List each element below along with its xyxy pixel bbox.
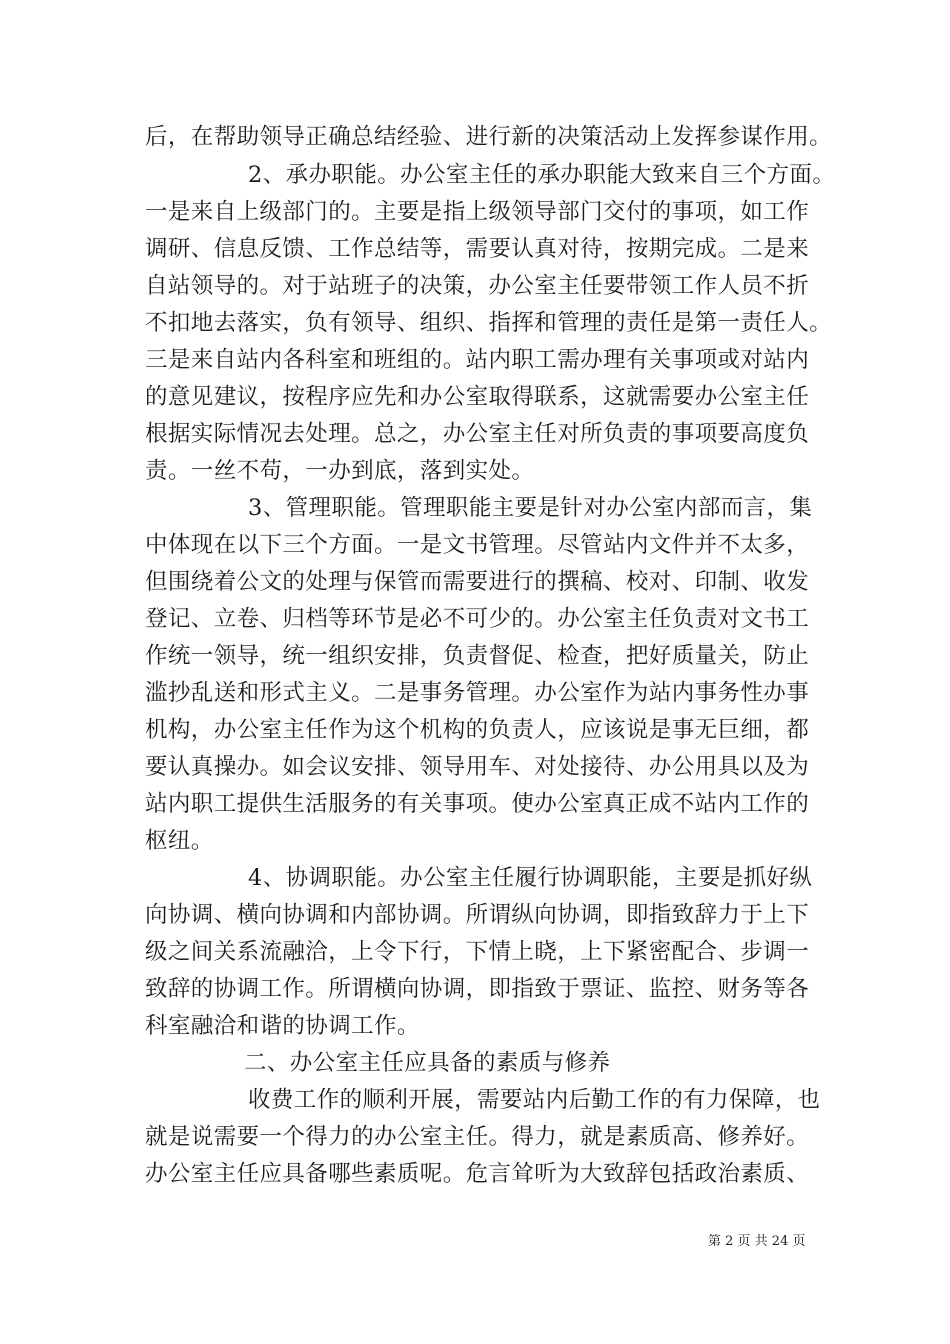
text-line: 4、协调职能。办公室主任履行协调职能，主要是抓好纵	[248, 865, 813, 891]
text-line: 但围绕着公文的处理与保管而需要进行的撰稿、校对、印制、收发	[145, 569, 810, 595]
text-line: 收费工作的顺利开展，需要站内后勤工作的有力保障，也	[248, 1087, 821, 1113]
text-line: 2、承办职能。办公室主任的承办职能大致来自三个方面。	[248, 162, 836, 188]
text-line: 作统一领导，统一组织安排，负责督促、检查，把好质量关，防止	[145, 643, 810, 669]
text-line: 自站领导的。对于站班子的决策，办公室主任要带领工作人员不折	[145, 273, 810, 299]
text-line: 后，在帮助领导正确总结经验、进行新的决策活动上发挥参谋作用。	[145, 124, 833, 150]
text-line: 站内职工提供生活服务的有关事项。使办公室真正成不站内工作的	[145, 791, 810, 817]
text-line: 机构，办公室主任作为这个机构的负责人，应该说是事无巨细，都	[145, 717, 810, 743]
text-line: 调研、信息反馈、工作总结等，需要认真对待，按期完成。二是来	[145, 236, 810, 262]
text-line: 向协调、横向协调和内部协调。所谓纵向协调，即指致辞力于上下	[145, 902, 810, 928]
page-footer: 第 2 页 共 24 页	[708, 1234, 806, 1249]
text-line: 就是说需要一个得力的办公室主任。得力，就是素质高、修养好。	[145, 1124, 810, 1150]
text-line: 责。一丝不苟，一办到底，落到实处。	[145, 458, 535, 484]
text-line: 级之间关系流融洽，上令下行，下情上晓，上下紧密配合、步调一	[145, 939, 810, 965]
text-line: 的意见建议，按程序应先和办公室取得联系，这就需要办公室主任	[145, 384, 810, 410]
text-line: 登记、立卷、归档等环节是必不可少的。办公室主任负责对文书工	[145, 606, 810, 632]
text-line: 3、管理职能。管理职能主要是针对办公室内部而言，集	[248, 495, 813, 521]
text-line: 要认真操办。如会议安排、领导用车、对处接待、办公用具以及为	[145, 754, 810, 780]
text-line: 办公室主任应具备哪些素质呢。危言耸听为大致辞包括政治素质、	[145, 1161, 810, 1187]
text-line: 不扣地去落实，负有领导、组织、指挥和管理的责任是第一责任人。	[145, 310, 833, 336]
text-line: 根据实际情况去处理。总之，办公室主任对所负责的事项要高度负	[145, 421, 810, 447]
text-line: 科室融洽和谐的协调工作。	[145, 1013, 420, 1039]
text-line: 枢纽。	[145, 828, 214, 854]
text-line: 一是来自上级部门的。主要是指上级领导部门交付的事项，如工作	[145, 199, 810, 225]
text-line: 中体现在以下三个方面。一是文书管理。尽管站内文件并不太多，	[145, 532, 810, 558]
text-line: 致辞的协调工作。所谓横向协调，即指致于票证、监控、财务等各	[145, 976, 810, 1002]
text-line: 三是来自站内各科室和班组的。站内职工需办理有关事项或对站内	[145, 347, 810, 373]
section-heading: 二、办公室主任应具备的素质与修养	[244, 1050, 611, 1076]
text-line: 滥抄乱送和形式主义。二是事务管理。办公室作为站内事务性办事	[145, 680, 810, 706]
